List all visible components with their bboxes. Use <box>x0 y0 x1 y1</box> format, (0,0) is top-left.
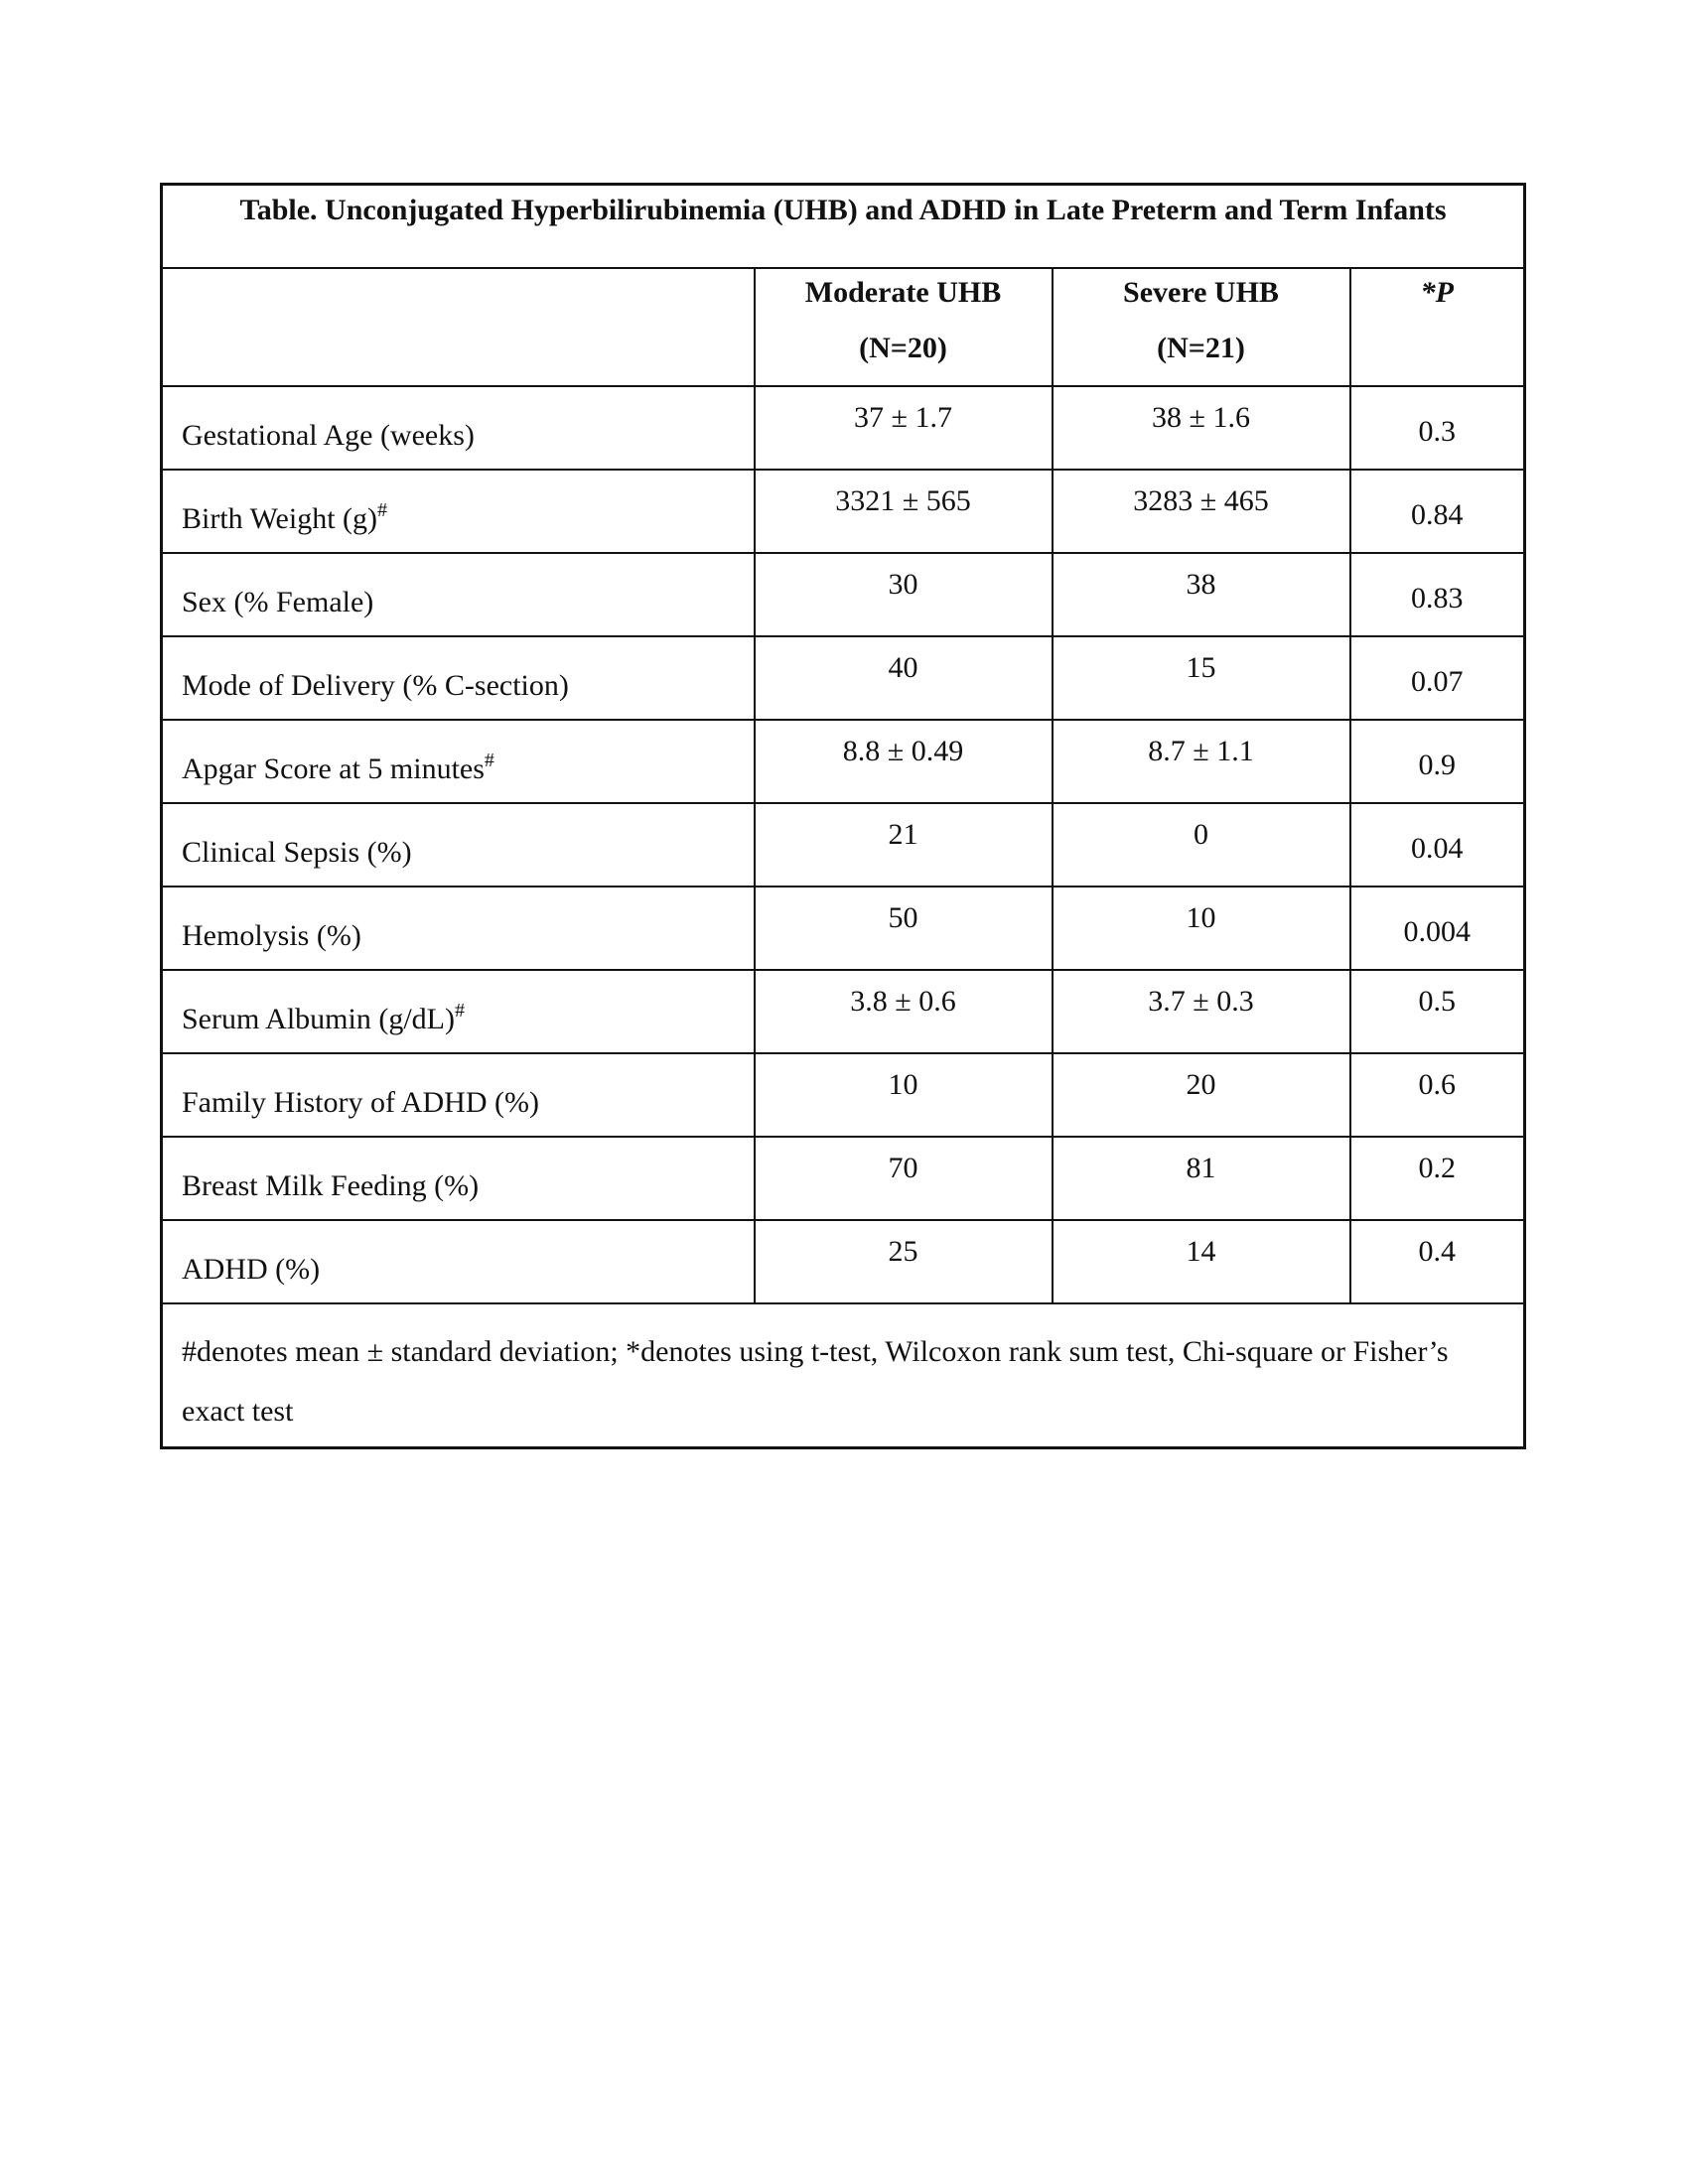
table-footnote-row <box>162 1303 1525 1448</box>
row-label: Sex (% Female) <box>182 585 374 618</box>
row-label-cell <box>162 1053 755 1137</box>
p-value: 0.83 <box>1350 553 1525 636</box>
p-value: 0.3 <box>1350 386 1525 470</box>
moderate-value: 10 <box>755 1053 1053 1137</box>
table-row <box>162 1220 1525 1303</box>
p-value: 0.6 <box>1350 1053 1525 1137</box>
row-footnote-marker: # <box>377 498 388 521</box>
severe-value: 8.7 ± 1.1 <box>1053 720 1350 803</box>
moderate-value: 30 <box>755 553 1053 636</box>
severe-value: 10 <box>1053 887 1350 970</box>
header-moderate-uhb <box>755 268 1053 386</box>
moderate-value: 25 <box>755 1220 1053 1303</box>
row-label: Mode of Delivery (% C-section) <box>182 668 569 702</box>
header-p-label: *P <box>1420 275 1454 309</box>
moderate-value: 8.8 ± 0.49 <box>755 720 1053 803</box>
row-label-cell <box>162 887 755 970</box>
table-header-row <box>162 268 1525 386</box>
row-label-cell <box>162 803 755 887</box>
moderate-value: 37 ± 1.7 <box>755 386 1053 470</box>
severe-value: 38 <box>1053 553 1350 636</box>
header-severe-label: Severe UHB <box>1123 275 1279 309</box>
header-empty-cell <box>162 268 755 386</box>
table-row <box>162 1137 1525 1220</box>
row-label: Breast Milk Feeding (%) <box>182 1168 480 1202</box>
header-p-value <box>1350 268 1525 386</box>
table-row <box>162 803 1525 887</box>
row-label-cell <box>162 636 755 720</box>
row-label: Birth Weight (g) <box>182 501 378 535</box>
moderate-value: 40 <box>755 636 1053 720</box>
row-label: Serum Albumin (g/dL) <box>182 1002 455 1035</box>
row-label-cell <box>162 1137 755 1220</box>
severe-value: 20 <box>1053 1053 1350 1137</box>
severe-value: 81 <box>1053 1137 1350 1220</box>
row-label: ADHD (%) <box>182 1252 321 1286</box>
row-label-cell <box>162 720 755 803</box>
table-row <box>162 636 1525 720</box>
table-row <box>162 720 1525 803</box>
severe-value: 14 <box>1053 1220 1350 1303</box>
p-value: 0.9 <box>1350 720 1525 803</box>
table-row <box>162 553 1525 636</box>
table-title-row <box>162 185 1525 268</box>
row-label: Apgar Score at 5 minutes <box>182 751 485 785</box>
header-moderate-n: (N=20) <box>859 331 947 364</box>
table-title: Table. Unconjugated Hyperbilirubinemia (UHB) and ADHD in Late Preterm and Term Infants <box>162 185 1525 268</box>
severe-value: 0 <box>1053 803 1350 887</box>
severe-value: 15 <box>1053 636 1350 720</box>
table-row <box>162 386 1525 470</box>
moderate-value: 21 <box>755 803 1053 887</box>
table-row <box>162 887 1525 970</box>
row-label: Clinical Sepsis (%) <box>182 835 412 869</box>
severe-value: 3.7 ± 0.3 <box>1053 970 1350 1053</box>
header-severe-uhb <box>1053 268 1350 386</box>
row-label-cell <box>162 386 755 470</box>
severe-value: 38 ± 1.6 <box>1053 386 1350 470</box>
row-label-cell <box>162 1220 755 1303</box>
header-severe-n: (N=21) <box>1157 331 1245 364</box>
row-label-cell <box>162 970 755 1053</box>
row-label-cell <box>162 470 755 553</box>
p-value: 0.07 <box>1350 636 1525 720</box>
moderate-value: 50 <box>755 887 1053 970</box>
row-label-cell <box>162 553 755 636</box>
row-label: Hemolysis (%) <box>182 918 361 952</box>
p-value: 0.84 <box>1350 470 1525 553</box>
moderate-value: 70 <box>755 1137 1053 1220</box>
table-row <box>162 970 1525 1053</box>
p-value: 0.2 <box>1350 1137 1525 1220</box>
data-table <box>160 183 1526 1449</box>
p-value: 0.5 <box>1350 970 1525 1053</box>
table-row <box>162 1053 1525 1137</box>
severe-value: 3283 ± 465 <box>1053 470 1350 553</box>
moderate-value: 3321 ± 565 <box>755 470 1053 553</box>
moderate-value: 3.8 ± 0.6 <box>755 970 1053 1053</box>
header-moderate-label: Moderate UHB <box>804 275 1002 309</box>
row-footnote-marker: # <box>484 749 494 771</box>
table-footnote: #denotes mean ± standard deviation; *denotes using t-test, Wilcoxon rank sum test, Chi-square or Fisher’s exact test <box>162 1303 1525 1448</box>
p-value: 0.4 <box>1350 1220 1525 1303</box>
p-value: 0.004 <box>1350 887 1525 970</box>
row-label: Gestational Age (weeks) <box>182 418 475 452</box>
row-footnote-marker: # <box>454 999 465 1022</box>
p-value: 0.04 <box>1350 803 1525 887</box>
table-row <box>162 470 1525 553</box>
row-label: Family History of ADHD (%) <box>182 1085 539 1119</box>
